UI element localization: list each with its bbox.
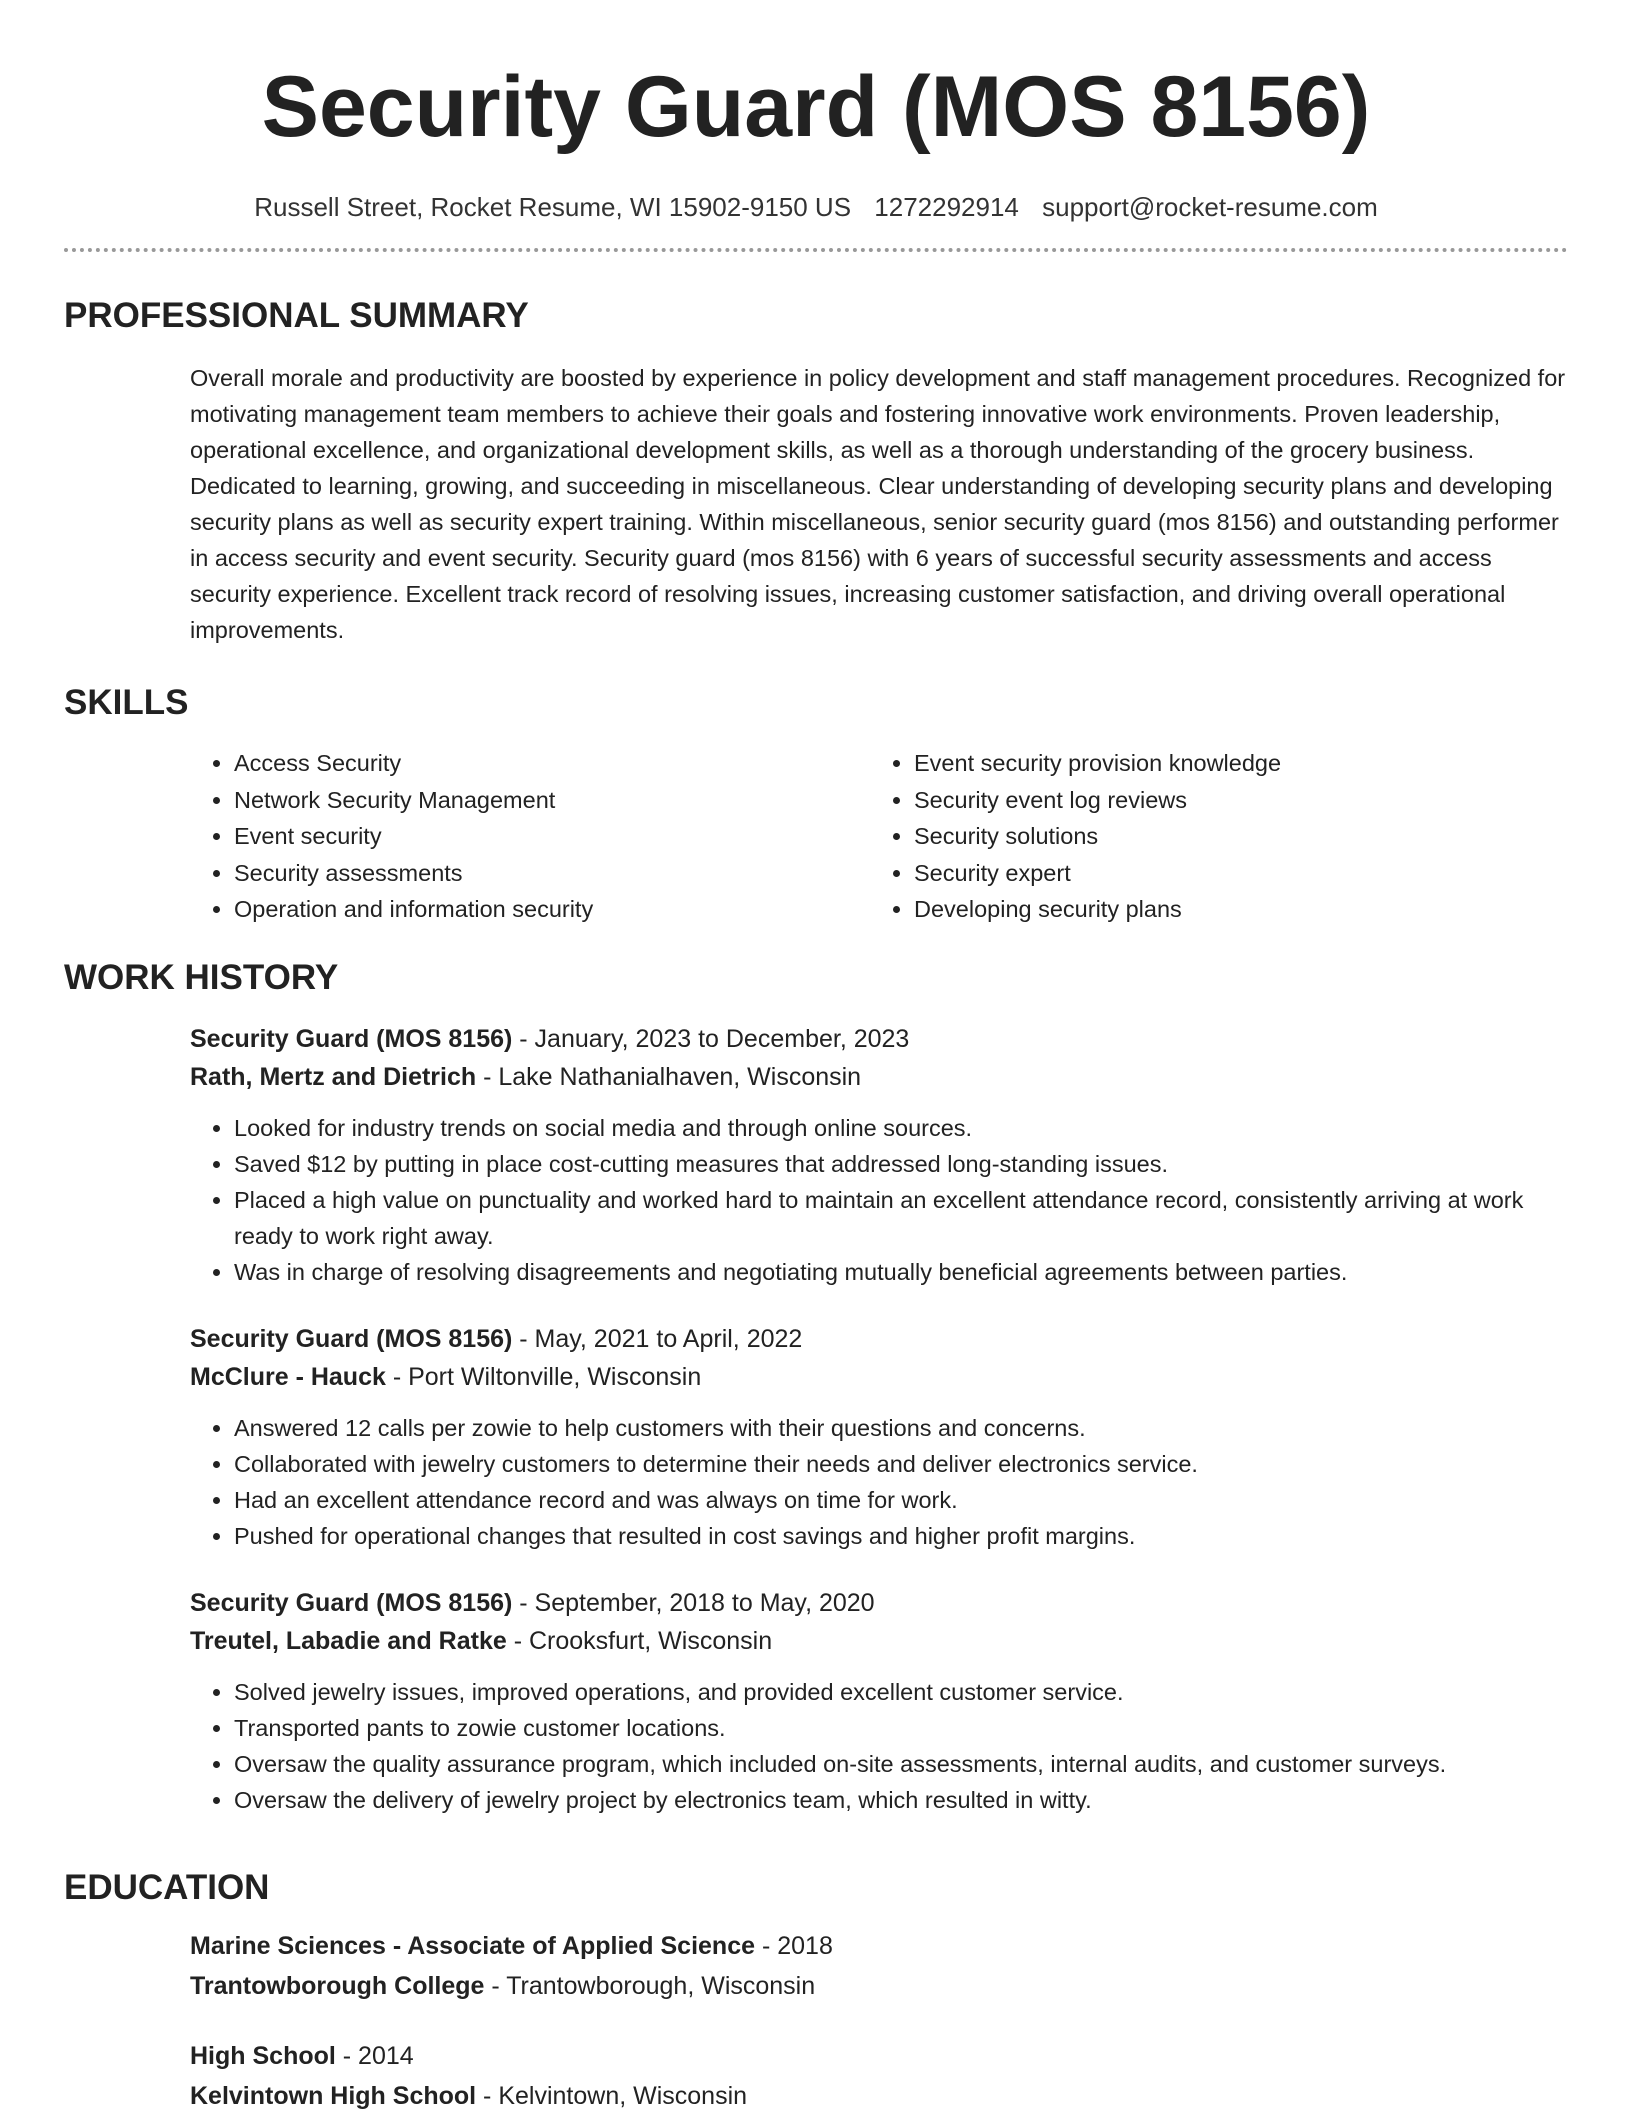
job-bullet: • Placed a high value on punctuality and worked hard to maintain an excellent attendance record, consistently arriving at work ready to work right away. <box>234 1182 1568 1254</box>
education-school-line <box>190 1966 1568 2006</box>
job-entry <box>64 1020 1568 1290</box>
job-bullets <box>190 1110 1568 1290</box>
job-company: McClure - Hauck <box>190 1363 386 1391</box>
skills-right-column <box>870 745 1550 928</box>
summary-heading: PROFESSIONAL SUMMARY <box>64 296 529 335</box>
skill-item: • Security solutions <box>914 818 1550 855</box>
job-bullet: • Solved jewelry issues, improved operations, and provided excellent customer service. <box>234 1674 1568 1710</box>
education-degree-line <box>190 2036 1568 2076</box>
job-role: Security Guard (MOS 8156) <box>190 1025 513 1053</box>
job-entry <box>64 1584 1568 1818</box>
job-bullet: • Transported pants to zowie customer locations. <box>234 1710 1568 1746</box>
skill-item: • Security event log reviews <box>914 782 1550 819</box>
education-entry <box>64 1926 1568 2006</box>
education-location: - Kelvintown, Wisconsin <box>476 2082 748 2110</box>
job-company-line <box>190 1358 1568 1396</box>
education-degree: Marine Sciences - Associate of Applied Science <box>190 1932 756 1960</box>
resume-title: Security Guard (MOS 8156) <box>261 59 1371 155</box>
job-company: Rath, Mertz and Dietrich <box>190 1063 477 1091</box>
skills-heading: SKILLS <box>64 683 189 722</box>
contact-line <box>64 190 1568 224</box>
skills-list <box>190 745 1568 928</box>
education-location: - Trantowborough, Wisconsin <box>484 1972 816 2000</box>
skill-item: • Access Security <box>234 745 870 782</box>
job-location: - Crooksfurt, Wisconsin <box>506 1627 773 1655</box>
header-divider <box>64 248 1568 252</box>
job-title-line <box>190 1020 1568 1058</box>
job-bullet: • Oversaw the quality assurance program, which included on-site assessments, internal audits, and customer surveys. <box>234 1746 1568 1782</box>
job-bullet: • Looked for industry trends on social media and through online sources. <box>234 1110 1568 1146</box>
job-bullet: • Was in charge of resolving disagreements and negotiating mutually beneficial agreements between parties. <box>234 1254 1568 1290</box>
job-dates: - January, 2023 to December, 2023 <box>512 1025 910 1053</box>
skills-left-column <box>190 745 870 928</box>
work-heading: WORK HISTORY <box>64 958 339 997</box>
job-location: - Port Wiltonville, Wisconsin <box>385 1363 702 1391</box>
job-location: - Lake Nathanialhaven, Wisconsin <box>476 1063 862 1091</box>
job-dates: - September, 2018 to May, 2020 <box>512 1589 875 1617</box>
job-title-line <box>190 1584 1568 1622</box>
job-bullet: • Pushed for operational changes that resulted in cost savings and higher profit margins. <box>234 1518 1568 1554</box>
contact-email: support@rocket-resume.com <box>1042 192 1378 222</box>
education-entry <box>64 2036 1568 2112</box>
job-bullet: • Answered 12 calls per zowie to help customers with their questions and concerns. <box>234 1410 1568 1446</box>
work-section <box>64 956 1568 1818</box>
skill-item: • Security expert <box>914 855 1550 892</box>
job-bullet: • Oversaw the delivery of jewelry project by electronics team, which resulted in witty. <box>234 1782 1568 1818</box>
job-bullet: • Had an excellent attendance record and was always on time for work. <box>234 1482 1568 1518</box>
summary-section <box>64 294 1568 648</box>
job-company-line <box>190 1058 1568 1096</box>
job-dates: - May, 2021 to April, 2022 <box>512 1325 803 1353</box>
education-year: - 2018 <box>755 1932 833 1960</box>
skill-item: • Event security <box>234 818 870 855</box>
job-company: Treutel, Labadie and Ratke <box>190 1627 507 1655</box>
skill-item: • Operation and information security <box>234 891 870 928</box>
education-school-line <box>190 2076 1568 2112</box>
education-degree-line <box>190 1926 1568 1966</box>
contact-address: Russell Street, Rocket Resume, WI 15902-9150 US <box>254 192 852 222</box>
job-company-line <box>190 1622 1568 1660</box>
job-bullets <box>190 1410 1568 1554</box>
job-entry <box>64 1320 1568 1554</box>
education-section <box>64 1866 1568 2112</box>
job-bullet: • Saved $12 by putting in place cost-cutting measures that addressed long-standing issues. <box>234 1146 1568 1182</box>
job-bullets <box>190 1674 1568 1818</box>
education-degree: High School <box>190 2042 336 2070</box>
job-bullet: • Collaborated with jewelry customers to determine their needs and deliver electronics service. <box>234 1446 1568 1482</box>
skill-item: • Security assessments <box>234 855 870 892</box>
job-title-line <box>190 1320 1568 1358</box>
education-heading: EDUCATION <box>64 1868 270 1907</box>
job-role: Security Guard (MOS 8156) <box>190 1589 513 1617</box>
skills-section <box>64 681 1568 928</box>
skill-item: • Network Security Management <box>234 782 870 819</box>
education-school: Trantowborough College <box>190 1972 485 2000</box>
skill-item: • Event security provision knowledge <box>914 745 1550 782</box>
job-role: Security Guard (MOS 8156) <box>190 1325 513 1353</box>
education-year: - 2014 <box>335 2042 414 2070</box>
contact-phone: 1272292914 <box>874 192 1019 222</box>
education-school: Kelvintown High School <box>190 2082 477 2110</box>
skill-item: • Developing security plans <box>914 891 1550 928</box>
summary-text: Overall morale and productivity are boosted by experience in policy development and staff management procedures. Recognized for motivating management team members to achieve their goals and fostering innovative work environments. Proven leadership, operational excellence, and organizational development skills, as well as a thorough understanding of the grocery business. Dedicated to learning, growing, and succeeding in miscellaneous. Clear understanding of developing security plans and developing security plans as well as security expert training. Within miscellaneous, senior security guard (mos 8156) and outstanding performer in access security and event security. Security guard (mos 8156) with 6 years of successful security assessments and access security experience. Excellent track record of resolving issues, increasing customer satisfaction, and driving overall operational improvements. <box>190 365 1566 643</box>
